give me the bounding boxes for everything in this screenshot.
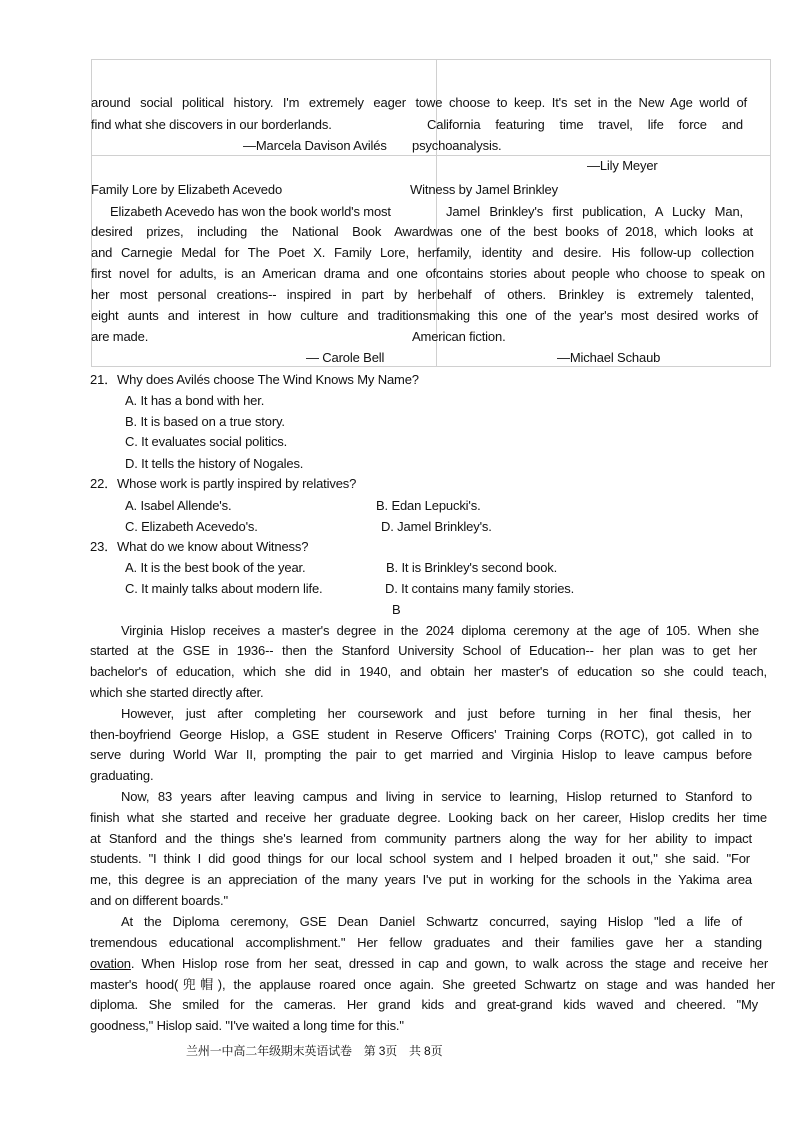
review-text: California featuring time travel, life force and — [427, 117, 743, 132]
reviewer-name: — Carole Bell — [306, 350, 385, 365]
option: A. It has a bond with her. — [125, 393, 265, 408]
passage-line: me, this degree is an appreciation of the many years I've put in working for the schools in the Yakima area — [90, 872, 752, 887]
section-label: B — [392, 602, 401, 617]
option: A. It is the best book of the year. — [125, 560, 306, 575]
review-text: contains stories about people who choose to speak on — [436, 266, 765, 281]
passage-line: at Stanford and the things she's learned from community partners along the way for her ability to impact — [90, 831, 752, 846]
option: D. It contains many family stories. — [385, 581, 575, 596]
passage-text: . When Hislop rose from her seat, dressed in cap and gown, to walk across the stage and receive her — [130, 956, 768, 971]
passage-line — [90, 956, 768, 972]
review-text: American fiction. — [412, 329, 506, 344]
option: A. Isabel Allende's. — [125, 498, 232, 513]
review-text: find what she discovers in our borderlands. — [91, 117, 332, 132]
passage-line: goodness," Hislop said. "I've waited a long time for this." — [90, 1018, 404, 1033]
table-row-divider — [91, 155, 770, 156]
book-title: Family Lore by Elizabeth Acevedo — [91, 182, 283, 197]
page-footer: 兰州一中高二年级期末英语试卷 第 3页 共 8页 — [186, 1044, 443, 1058]
option: B. It is based on a true story. — [125, 414, 285, 429]
option: D. Jamel Brinkley's. — [381, 519, 492, 534]
book-title: Witness by Jamel Brinkley — [410, 182, 558, 197]
review-text: Jamel Brinkley's first publication, A Lucky Man, — [446, 204, 743, 219]
question-22: 22．Whose work is partly inspired by relatives? — [90, 476, 357, 491]
option: D. It tells the history of Nogales. — [125, 456, 304, 471]
review-text: we choose to keep. It's set in the New Age world of — [426, 95, 747, 110]
review-text: making this one of the year's most desired works of — [429, 308, 758, 323]
passage-line: Now, 83 years after leaving campus and living in service to learning, Hislop returned to Stanford to — [121, 789, 752, 804]
passage-line: bachelor's of education, which she did in 1940, and obtain her master's of education so she could teach, — [90, 664, 767, 679]
review-text: behalf of others. Brinkley is extremely talented, — [437, 287, 754, 302]
option: C. Elizabeth Acevedo's. — [125, 519, 258, 534]
passage-line: finish what she started and receive her graduate degree. Looking back on her career, Hislop credits her time — [90, 810, 767, 825]
review-text: are made. — [91, 329, 149, 344]
underlined-word-ovation: ovation — [90, 956, 131, 971]
passage-line: Virginia Hislop receives a master's degree in the 2024 diploma ceremony at the age of 105. When she — [121, 623, 759, 638]
review-text: was one of the best books of 2018, which looks at — [430, 224, 753, 239]
option: B. It is Brinkley's second book. — [386, 560, 558, 575]
passage-line: serve during World War II, prompting the pair to get married and Virginia Hislop to leave campus before — [90, 747, 752, 762]
option: B. Edan Lepucki's. — [376, 498, 481, 513]
passage-line: diploma. She smiled for the cameras. Her grand kids and great-grand kids waved and cheered. "My — [90, 997, 758, 1012]
passage-line: tremendous educational accomplishment." Her fellow graduates and their families gave her a standing — [90, 935, 762, 950]
question-23: 23．What do we know about Witness? — [90, 539, 309, 554]
review-text: desired prizes, including the National Book Award — [91, 224, 430, 239]
passage-line: However, just after completing her coursework and just before turning in her final thesis, her — [121, 706, 751, 721]
reviewer-name: —Marcela Davison Avilés — [243, 138, 387, 153]
passage-line: master's hood(兜帽), the applause roared once again. She greeted Schwartz on stage and was handed her — [90, 977, 775, 992]
option: C. It evaluates social politics. — [125, 434, 288, 449]
review-text: around social political history. I'm extremely eager to — [91, 95, 426, 110]
review-text: psychoanalysis. — [412, 138, 502, 153]
question-21: 21．Why does Avilés choose The Wind Knows My Name? — [90, 372, 419, 387]
review-text: and Carnegie Medal for The Poet X. Family Lore, her — [91, 245, 436, 260]
passage-line: students. "I think I did good things for our local school system and I helped broaden it out," she said. "For — [90, 851, 750, 866]
passage-line: which she started directly after. — [90, 685, 264, 700]
review-text: first novel for adults, is an American drama and one of — [91, 266, 436, 281]
reviewer-name: —Michael Schaub — [557, 350, 661, 365]
review-text: eight aunts and interest in how culture and traditions — [91, 308, 429, 323]
passage-line: started at the GSE in 1936-- then the Stanford University School of Education-- her plan was to get her — [90, 643, 757, 658]
review-text: family, identity and desire. His follow-up collection — [436, 245, 754, 260]
reviewer-name: —Lily Meyer — [587, 158, 658, 173]
passage-line: then-boyfriend George Hislop, a GSE student in Reserve Officers' Training Corps (ROTC), got called in to — [90, 727, 752, 742]
review-text: Elizabeth Acevedo has won the book world's most — [110, 204, 391, 219]
option: C. It mainly talks about modern life. — [125, 581, 323, 596]
review-text: her most personal creations-- inspired in part by her — [91, 287, 436, 302]
passage-line: At the Diploma ceremony, GSE Dean Daniel Schwartz concurred, saying Hislop "led a life of — [121, 914, 742, 929]
passage-line: graduating. — [90, 768, 154, 783]
passage-line: and on different boards." — [90, 893, 228, 908]
